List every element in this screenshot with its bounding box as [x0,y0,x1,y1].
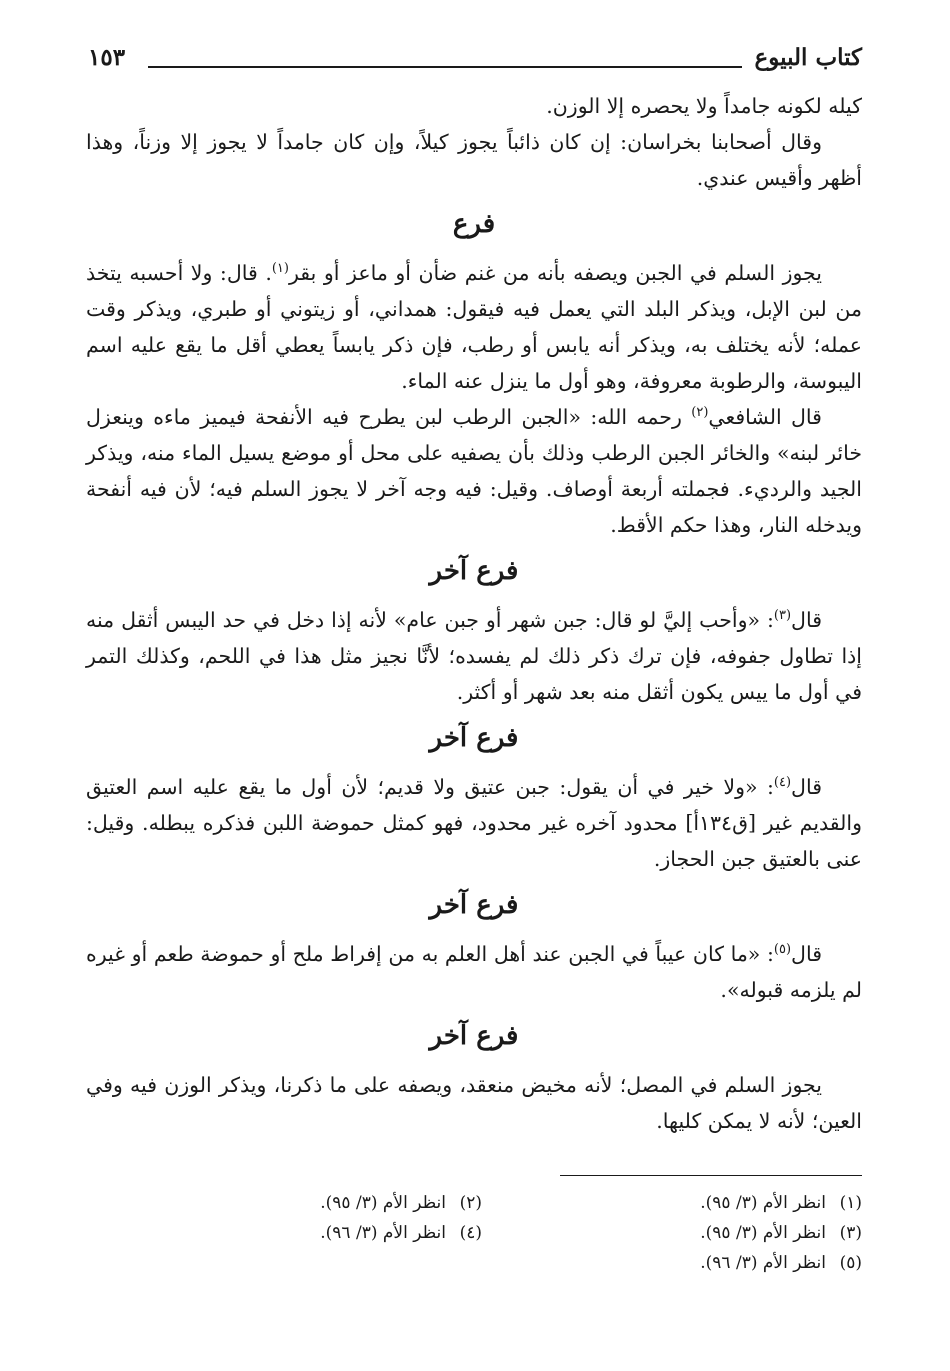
footnote [700,1248,862,1278]
page [86,40,862,1284]
paragraph [86,602,862,710]
paragraph-continuation: كيله لكونه جامداً ولا يحصره إلا الوزن. [546,94,862,118]
paragraph-text: قال [791,775,822,799]
footnote [320,1218,482,1248]
footnote [700,1188,862,1218]
book-title: كتاب البيوع [754,44,862,71]
footnote [320,1188,482,1218]
footnote-ref: (٣) [773,608,792,624]
paragraph-text: رحمه الله: «الجبن الرطب لبن يطرح فيه الأنفحة فيميز ماءه وينعزل خائر لبنه» والخائر الجبن الرطب وذلك بأن يصفيه على محل أو موضع يسيل الماء منه، ويذكر الجيد والرديء. فجملته أربعة أوصاف. وقيل: فيه وجه آخر لا يجوز السلم فيه؛ لأن فيه أنفحة ويدخله النار، وهذا حكم الأقط. [86,405,862,537]
footnote-number: (٢) [459,1193,482,1213]
section-heading: فرع آخر [429,1021,519,1051]
paragraph-text: : «ما كان عيباً في الجبن عند أهل العلم به من إفراط ملح أو حموضة طعم أو غيره لم يلزمه قبوله». [86,942,862,1002]
paragraph-text: يجوز السلم في الجبن ويصفه بأنه من غنم ضأن أو ماعز أو بقر [288,261,822,285]
footnotes [86,1188,862,1284]
footnote-ref: (٥) [773,942,792,958]
page-number: ١٥٣ [88,44,126,71]
running-header [86,40,862,80]
footnote-text: انظر الأم (٣/ ٩٥). [320,1193,446,1213]
footnote-text: انظر الأم (٣/ ٩٥). [700,1193,826,1213]
footnote [700,1218,862,1248]
footnote-text: انظر الأم (٣/ ٩٦). [700,1253,826,1273]
paragraph [86,255,862,399]
footnote-text: انظر الأم (٣/ ٩٦). [320,1223,446,1243]
footnote-number: (٥) [839,1253,862,1273]
footnote-ref: (٤) [773,775,792,791]
section-heading: فرع [452,209,496,239]
main-text [86,88,862,1139]
section-heading: فرع آخر [429,723,519,753]
header-rule [148,66,742,68]
paragraph-text: قال الشافعي [708,405,822,429]
paragraph [86,399,862,543]
footnote-text: انظر الأم (٣/ ٩٥). [700,1223,826,1243]
section-heading: فرع آخر [429,556,519,586]
paragraph [86,936,862,1008]
footnote-number: (٣) [839,1223,862,1243]
paragraph-text: قال [791,942,822,966]
paragraph: يجوز السلم في المصل؛ لأنه مخيض منعقد، ويصفه على ما ذكرنا، ويذكر الوزن فيه وفي العين؛ لأنه لا يمكن كليها. [86,1073,862,1133]
footnote-ref: (٢) [691,405,709,421]
paragraph-text: : «ولا خير في أن يقول: جبن عتيق ولا قديم؛ لأن أول ما يقع عليه اسم العتيق والقديم غير [ق١٣٤أ] محدود آخره غير محدود، فهو كمثل حموضة اللبن فذكره يبطله. وقيل: عنى بالعتيق جبن الحجاز. [86,775,862,871]
paragraph [86,769,862,877]
footnote-rule [560,1175,862,1176]
footnote-number: (١) [839,1193,862,1213]
paragraph-text: : «وأحب إليَّ لو قال: جبن شهر أو جبن عام» لأنه إذا دخل في حد اليبس أثقل منه إذا تطاول جفوفه، فإن ترك ذكر ذلك لم يفسده؛ لأنَّا نجيز مثل هذا في اللحم، وكذلك التمر في أول ما ييس يكون أثقل منه بعد شهر أو أكثر. [86,608,862,704]
paragraph-text: . قال: ولا أحسبه يتخذ من لبن الإبل، ويذكر البلد التي يعمل فيه فيقول: همداني، أو زيتوني أو طبري، ويذكر وقت عمله؛ لأنه يختلف به، ويذكر أنه يابس أو رطب، فإن ذكر يابساً يعطي أقل ما يقع عليه اسم اليبوسة، والرطوبة معروفة، وهو أول ما ينزل عنه الماء. [86,261,862,393]
footnote-ref: (١) [271,261,289,277]
paragraph-text: قال [791,608,822,632]
section-heading: فرع آخر [429,890,519,920]
footnote-number: (٤) [459,1223,482,1243]
paragraph: وقال أصحابنا بخراسان: إن كان ذائباً يجوز كيلاً، وإن كان جامداً لا يجوز إلا وزناً، وهذا أظهر وأقيس عندي. [86,130,862,190]
